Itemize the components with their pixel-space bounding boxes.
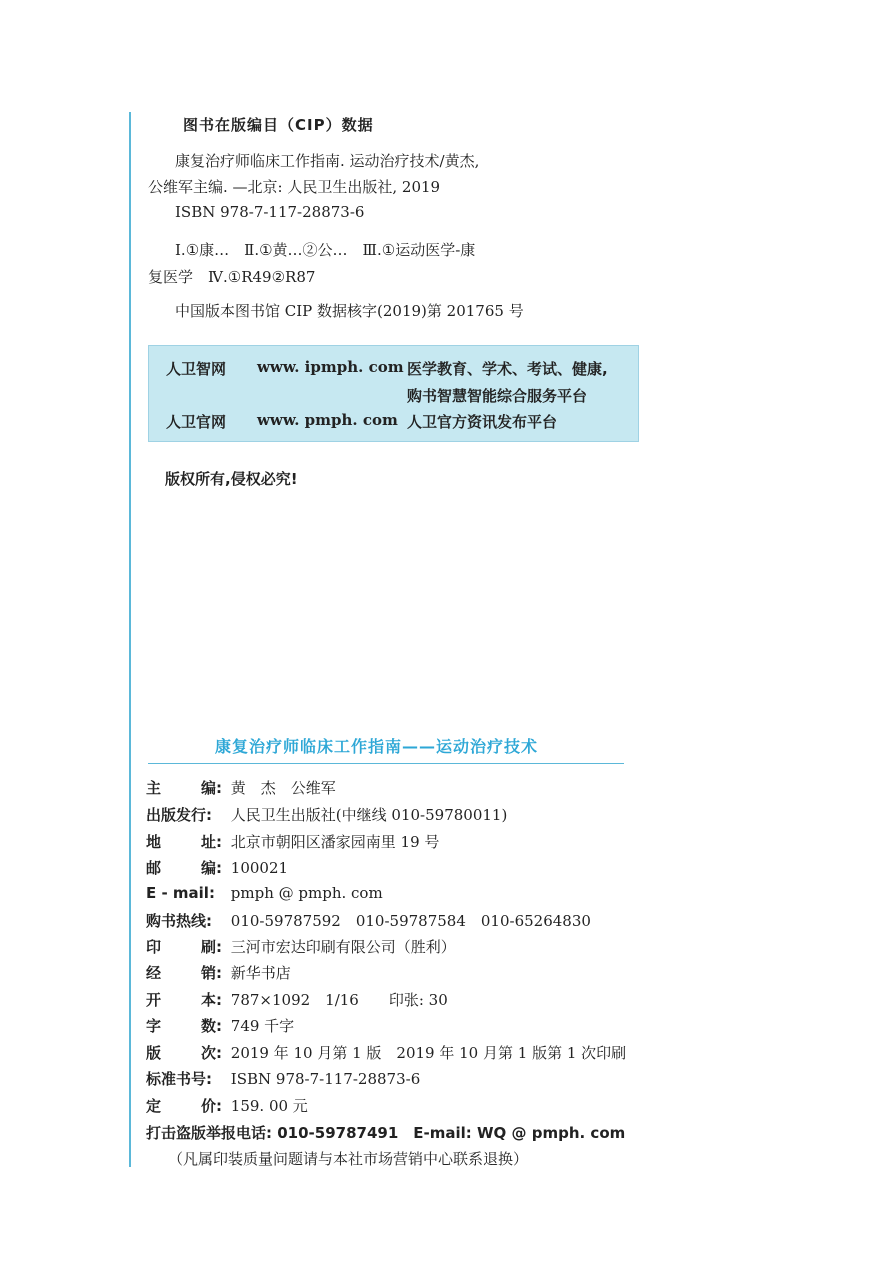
site-desc-1a: 医学教育、学术、考试、健康, xyxy=(407,360,608,378)
cip-heading: 图书在版编目（CIP）数据 xyxy=(183,116,374,134)
postcode-value: 100021 xyxy=(230,859,289,877)
colophon-row-address: 地 址 : 北京市朝阳区潘家园南里 19 号 xyxy=(146,833,440,851)
hotline-value: 010-59787592 010-59787584 010-65264830 xyxy=(230,912,591,930)
cip-classification-2: 复医学 Ⅳ.①R49②R87 xyxy=(148,268,316,286)
cip-isbn: ISBN 978-7-117-28873-6 xyxy=(175,203,365,221)
price-value: 159. 00 元 xyxy=(230,1097,308,1115)
title-divider xyxy=(148,763,624,764)
site-desc-1b: 购书智慧智能综合服务平台 xyxy=(407,387,588,405)
colophon-row-format: 开 本 : 787×1092 1/16 印张: 30 xyxy=(146,991,448,1009)
colophon-row-wordcount: 字 数 : 749 千字 xyxy=(146,1017,295,1035)
distributor-value: 新华书店 xyxy=(230,964,291,982)
piracy-report-line: 打击盗版举报电话: 010-59787491 E-mail: WQ @ pmph. com xyxy=(146,1124,626,1142)
colophon-row-hotline: 购书热线: 010-59787592 010-59787584 010-65264830 xyxy=(146,912,591,930)
copyright-notice: 版权所有,侵权必究! xyxy=(165,470,298,488)
book-title: 康复治疗师临床工作指南——运动治疗技术 xyxy=(215,737,539,756)
colophon-row-isbn: 标准书号: ISBN 978-7-117-28873-6 xyxy=(146,1070,421,1088)
editor-value: 黄 杰 公维军 xyxy=(230,779,336,797)
site-url-ipmph[interactable]: www. ipmph. com xyxy=(257,358,404,376)
return-notice: （凡属印装质量问题请与本社市场营销中心联系退换） xyxy=(168,1150,529,1168)
colophon-row-printer: 印 刷 : 三河市宏达印刷有限公司（胜利） xyxy=(146,938,456,956)
cip-line-2: 公维军主编. —北京: 人民卫生出版社, 2019 xyxy=(148,178,441,196)
wordcount-value: 749 千字 xyxy=(230,1017,295,1035)
site-name-zhiwang: 人卫智网 xyxy=(166,360,227,378)
colophon-row-edition: 版 次 : 2019 年 10 月第 1 版 2019 年 10 月第 1 版第 1 次印刷 xyxy=(146,1044,627,1062)
cip-line-1: 康复治疗师临床工作指南. 运动治疗技术/黄杰, xyxy=(175,152,480,170)
publisher-value: 人民卫生出版社(中继线 010-59780011) xyxy=(230,806,508,824)
colophon-row-editor: 主 编 : 黄 杰 公维军 xyxy=(146,779,336,797)
site-url-pmph[interactable]: www. pmph. com xyxy=(257,411,398,429)
left-margin-rule xyxy=(129,112,131,1167)
site-name-guanwang: 人卫官网 xyxy=(166,413,227,431)
cip-verification: 中国版本图书馆 CIP 数据核字(2019)第 201765 号 xyxy=(175,302,524,320)
format-value: 787×1092 1/16 印张: 30 xyxy=(230,991,448,1009)
address-value: 北京市朝阳区潘家园南里 19 号 xyxy=(230,833,440,851)
printer-value: 三河市宏达印刷有限公司（胜利） xyxy=(230,938,456,956)
colophon-row-distributor: 经 销 : 新华书店 xyxy=(146,964,291,982)
cip-classification-1: Ⅰ.①康… Ⅱ.①黄…②公… Ⅲ.①运动医学-康 xyxy=(175,241,476,259)
colophon-row-postcode: 邮 编 : 100021 xyxy=(146,859,289,877)
site-desc-2: 人卫官方资讯发布平台 xyxy=(407,413,558,431)
edition-value: 2019 年 10 月第 1 版 2019 年 10 月第 1 版第 1 次印刷 xyxy=(230,1044,627,1062)
colophon-row-publisher: 出版发行: 人民卫生出版社(中继线 010-59780011) xyxy=(146,806,508,824)
isbn-value: ISBN 978-7-117-28873-6 xyxy=(230,1070,421,1088)
service-info-box xyxy=(148,345,639,442)
colophon-row-price: 定 价 : 159. 00 元 xyxy=(146,1097,308,1115)
email-value[interactable]: pmph @ pmph. com xyxy=(230,884,383,902)
colophon-row-email: E - mail: pmph @ pmph. com xyxy=(146,884,383,902)
